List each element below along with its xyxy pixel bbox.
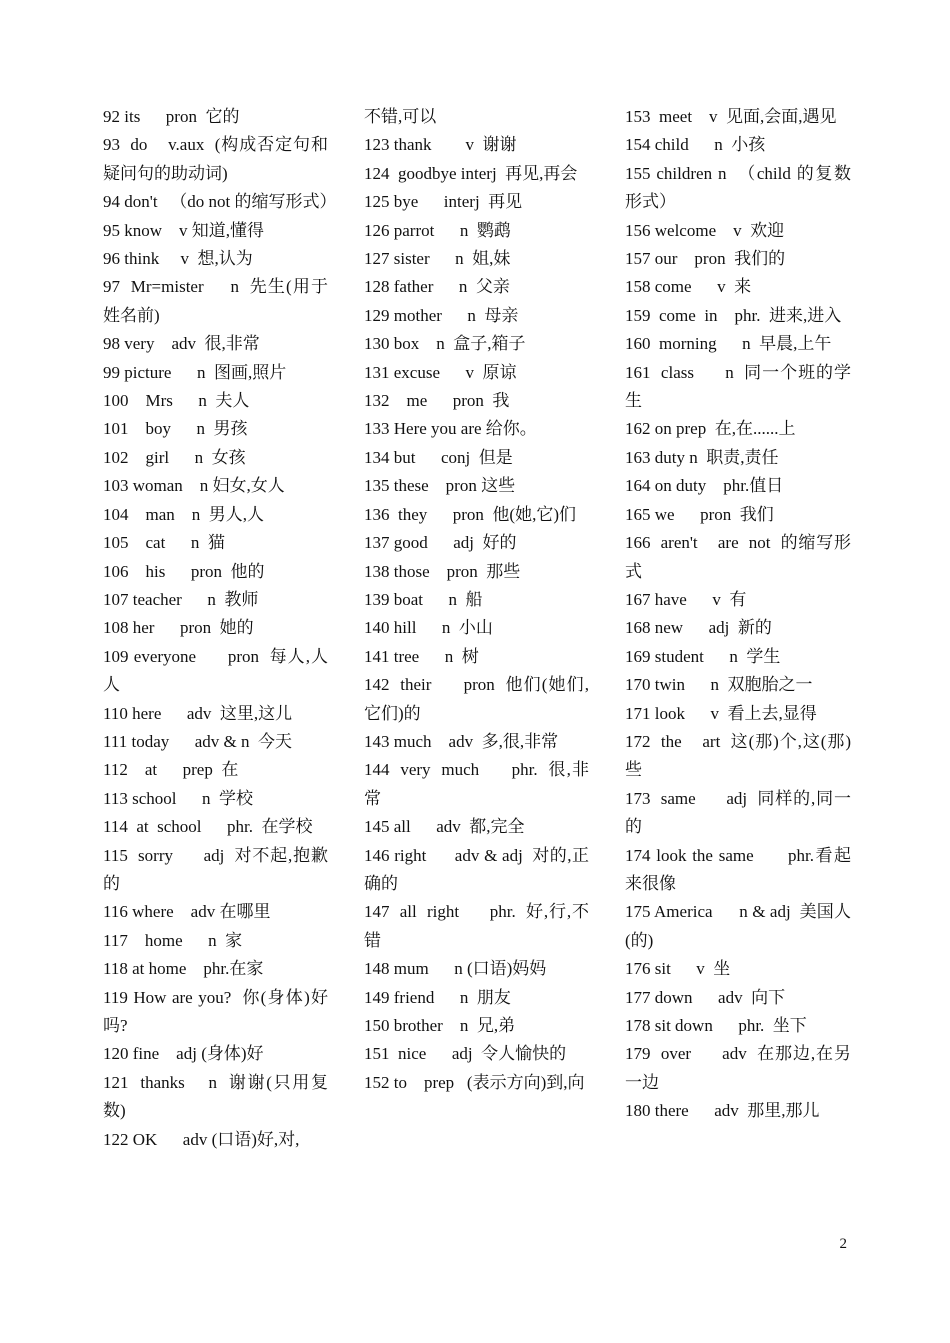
vocab-entry: 112 at prep 在 [103, 760, 239, 780]
vocab-entry: 166 aren't are not 的缩写形式 [625, 533, 851, 581]
vocab-entry: 108 her pron 她的 [103, 618, 254, 638]
vocab-entry: 105 cat n 猫 [103, 533, 225, 553]
vocab-entry: 144 very much phr. 很,非常 [364, 760, 589, 808]
vocab-entry: 121 thanks n 谢谢(只用复数) [103, 1072, 328, 1121]
vocab-entry: 164 on duty phr.值日 [625, 476, 784, 496]
vocab-entry: 136 they pron 他(她,它)们 [364, 504, 577, 524]
vocab-entry: 170 twin n 双胞胎之一 [625, 675, 813, 695]
vocab-entry: 92 its pron 它的 [103, 107, 240, 126]
vocab-entry: 131 excuse v 原谅 [364, 362, 517, 382]
vocab-entry: 147 all right phr. 好,行,不错 [364, 902, 589, 950]
vocab-entry: 139 boat n 船 [364, 589, 483, 609]
vocab-entry: 117 home n 家 [103, 930, 243, 950]
vocab-entry: 148 mum n (口语)妈妈 [364, 959, 547, 979]
vocab-entry: 156 welcome v 欢迎 [625, 220, 785, 240]
vocab-entry: 151 nice adj 令人愉快的 [364, 1044, 567, 1064]
vocab-entry: 不错,可以 [364, 107, 437, 126]
vocab-entry: 122 OK adv (口语)好,对, [103, 1129, 300, 1149]
vocab-entry: 134 but conj 但是 [364, 447, 513, 467]
vocab-entry: 114 at school phr. 在学校 [103, 817, 313, 837]
vocab-entry: 96 think v 想,认为 [103, 249, 253, 269]
vocab-entry: 150 brother n 兄,弟 [364, 1016, 516, 1035]
vocab-entry: 133 Here you are 给你。 [364, 419, 537, 439]
vocab-entry: 175 America n & adj 美国人(的) [625, 902, 851, 950]
vocab-entry: 172 the art 这(那)个,这(那)些 [625, 731, 851, 780]
vocab-entry: 162 on prep 在,在......上 [625, 419, 796, 439]
vocab-entry: 163 duty n 职责,责任 [625, 447, 779, 467]
vocab-entry: 93 do v.aux (构成否定句和疑问句的助动词) [103, 135, 328, 183]
vocab-entry: 146 right adv & adj 对的,正确的 [364, 845, 589, 893]
vocab-entry: 132 me pron 我 [364, 391, 510, 411]
vocab-entry: 116 where adv 在哪里 [103, 902, 271, 922]
vocab-entry: 100 Mrs n 夫人 [103, 391, 250, 411]
vocab-entry: 154 child n 小孩 [625, 135, 766, 155]
vocab-entry: 168 new adj 新的 [625, 618, 772, 638]
vocab-entry: 97 Mr=mister n 先生(用于姓名前) [103, 277, 328, 325]
vocab-entry: 113 school n 学校 [103, 788, 254, 808]
vocab-entry: 157 our pron 我们的 [625, 249, 786, 269]
vocab-entry: 135 these pron 这些 [364, 476, 516, 496]
vocab-entry: 153 meet v 见面,会面,遇见 [625, 107, 837, 126]
vocab-entry: 176 sit v 坐 [625, 959, 731, 979]
vocab-entry: 171 look v 看上去,显得 [625, 703, 817, 723]
vocab-entry: 129 mother n 母亲 [364, 305, 519, 325]
vocab-entry: 94 don't （do not 的缩写形式） [103, 192, 337, 212]
vocab-entry: 155 children n （child 的复数形式） [625, 163, 851, 212]
vocab-entry: 178 sit down phr. 坐下 [625, 1016, 807, 1035]
vocab-entry: 125 bye interj 再见 [364, 192, 523, 212]
vocab-entry: 167 have v 有 [625, 589, 747, 609]
vocab-entry: 165 we pron 我们 [625, 504, 774, 524]
vocab-entry: 126 parrot n 鹦鹉 [364, 220, 511, 240]
vocab-entry: 138 those pron 那些 [364, 561, 521, 581]
vocab-entry: 140 hill n 小山 [364, 618, 493, 638]
page-number: 2 [839, 1236, 847, 1252]
vocab-entry: 95 know v 知道,懂得 [103, 220, 265, 240]
vocab-entry: 111 today adv & n 今天 [103, 731, 293, 751]
vocab-entry: 106 his pron 他的 [103, 561, 265, 581]
vocab-entry: 152 to prep (表示方向)到,向 [364, 1072, 585, 1092]
vocab-entry: 143 much adv 多,很,非常 [364, 731, 559, 751]
vocab-entry: 173 same adj 同样的,同一的 [625, 788, 851, 837]
vocab-entry: 120 fine adj (身体)好 [103, 1044, 264, 1064]
vocab-entry: 110 here adv 这里,这儿 [103, 703, 293, 723]
vocab-entry: 109 everyone pron 每人,人人 [103, 646, 328, 695]
vocab-entry: 174 look the same phr.看起来很像 [625, 845, 851, 893]
vocab-entry: 149 friend n 朋友 [364, 987, 511, 1007]
vocab-entry: 141 tree n 树 [364, 646, 479, 666]
vocab-entry: 128 father n 父亲 [364, 277, 510, 297]
vocab-entry: 98 very adv 很,非常 [103, 334, 260, 354]
vocab-entry: 177 down adv 向下 [625, 987, 786, 1007]
vocab-entry: 107 teacher n 教师 [103, 589, 259, 609]
vocab-entry: 102 girl n 女孩 [103, 447, 246, 467]
vocab-entry: 101 boy n 男孩 [103, 419, 248, 439]
vocab-entry: 137 good adj 好的 [364, 533, 517, 553]
vocab-entry: 123 thank v 谢谢 [364, 135, 517, 155]
vocab-entry: 103 woman n 妇女,女人 [103, 476, 285, 496]
vocab-entry: 104 man n 男人,人 [103, 504, 265, 524]
vocab-entry: 127 sister n 姐,妹 [364, 249, 511, 269]
vocab-entry: 180 there adv 那里,那儿 [625, 1101, 820, 1121]
vocab-entry: 119 How are you? 你(身体)好吗? [103, 987, 328, 1035]
vocab-entry: 130 box n 盒子,箱子 [364, 334, 526, 354]
column-2 [364, 103, 589, 1097]
vocab-entry: 142 their pron 他们(她们,它们)的 [364, 675, 589, 723]
vocab-entry: 158 come v 来 [625, 277, 752, 297]
vocab-entry: 169 student n 学生 [625, 646, 781, 666]
column-1 [103, 103, 337, 1154]
vocab-entry: 160 morning n 早晨,上午 [625, 334, 832, 354]
vocab-entry: 115 sorry adj 对不起,抱歉的 [103, 845, 328, 893]
vocab-entry: 124 goodbye interj 再见,再会 [364, 163, 578, 183]
vocab-entry: 179 over adv 在那边,在另一边 [625, 1044, 851, 1092]
vocab-entry: 118 at home phr.在家 [103, 959, 264, 979]
column-3 [625, 103, 851, 1126]
vocab-entry: 161 class n 同一个班的学生 [625, 362, 851, 411]
vocab-entry: 145 all adv 都,完全 [364, 817, 525, 837]
vocab-entry: 99 picture n 图画,照片 [103, 362, 287, 382]
vocab-entry: 159 come in phr. 进来,进入 [625, 305, 842, 325]
